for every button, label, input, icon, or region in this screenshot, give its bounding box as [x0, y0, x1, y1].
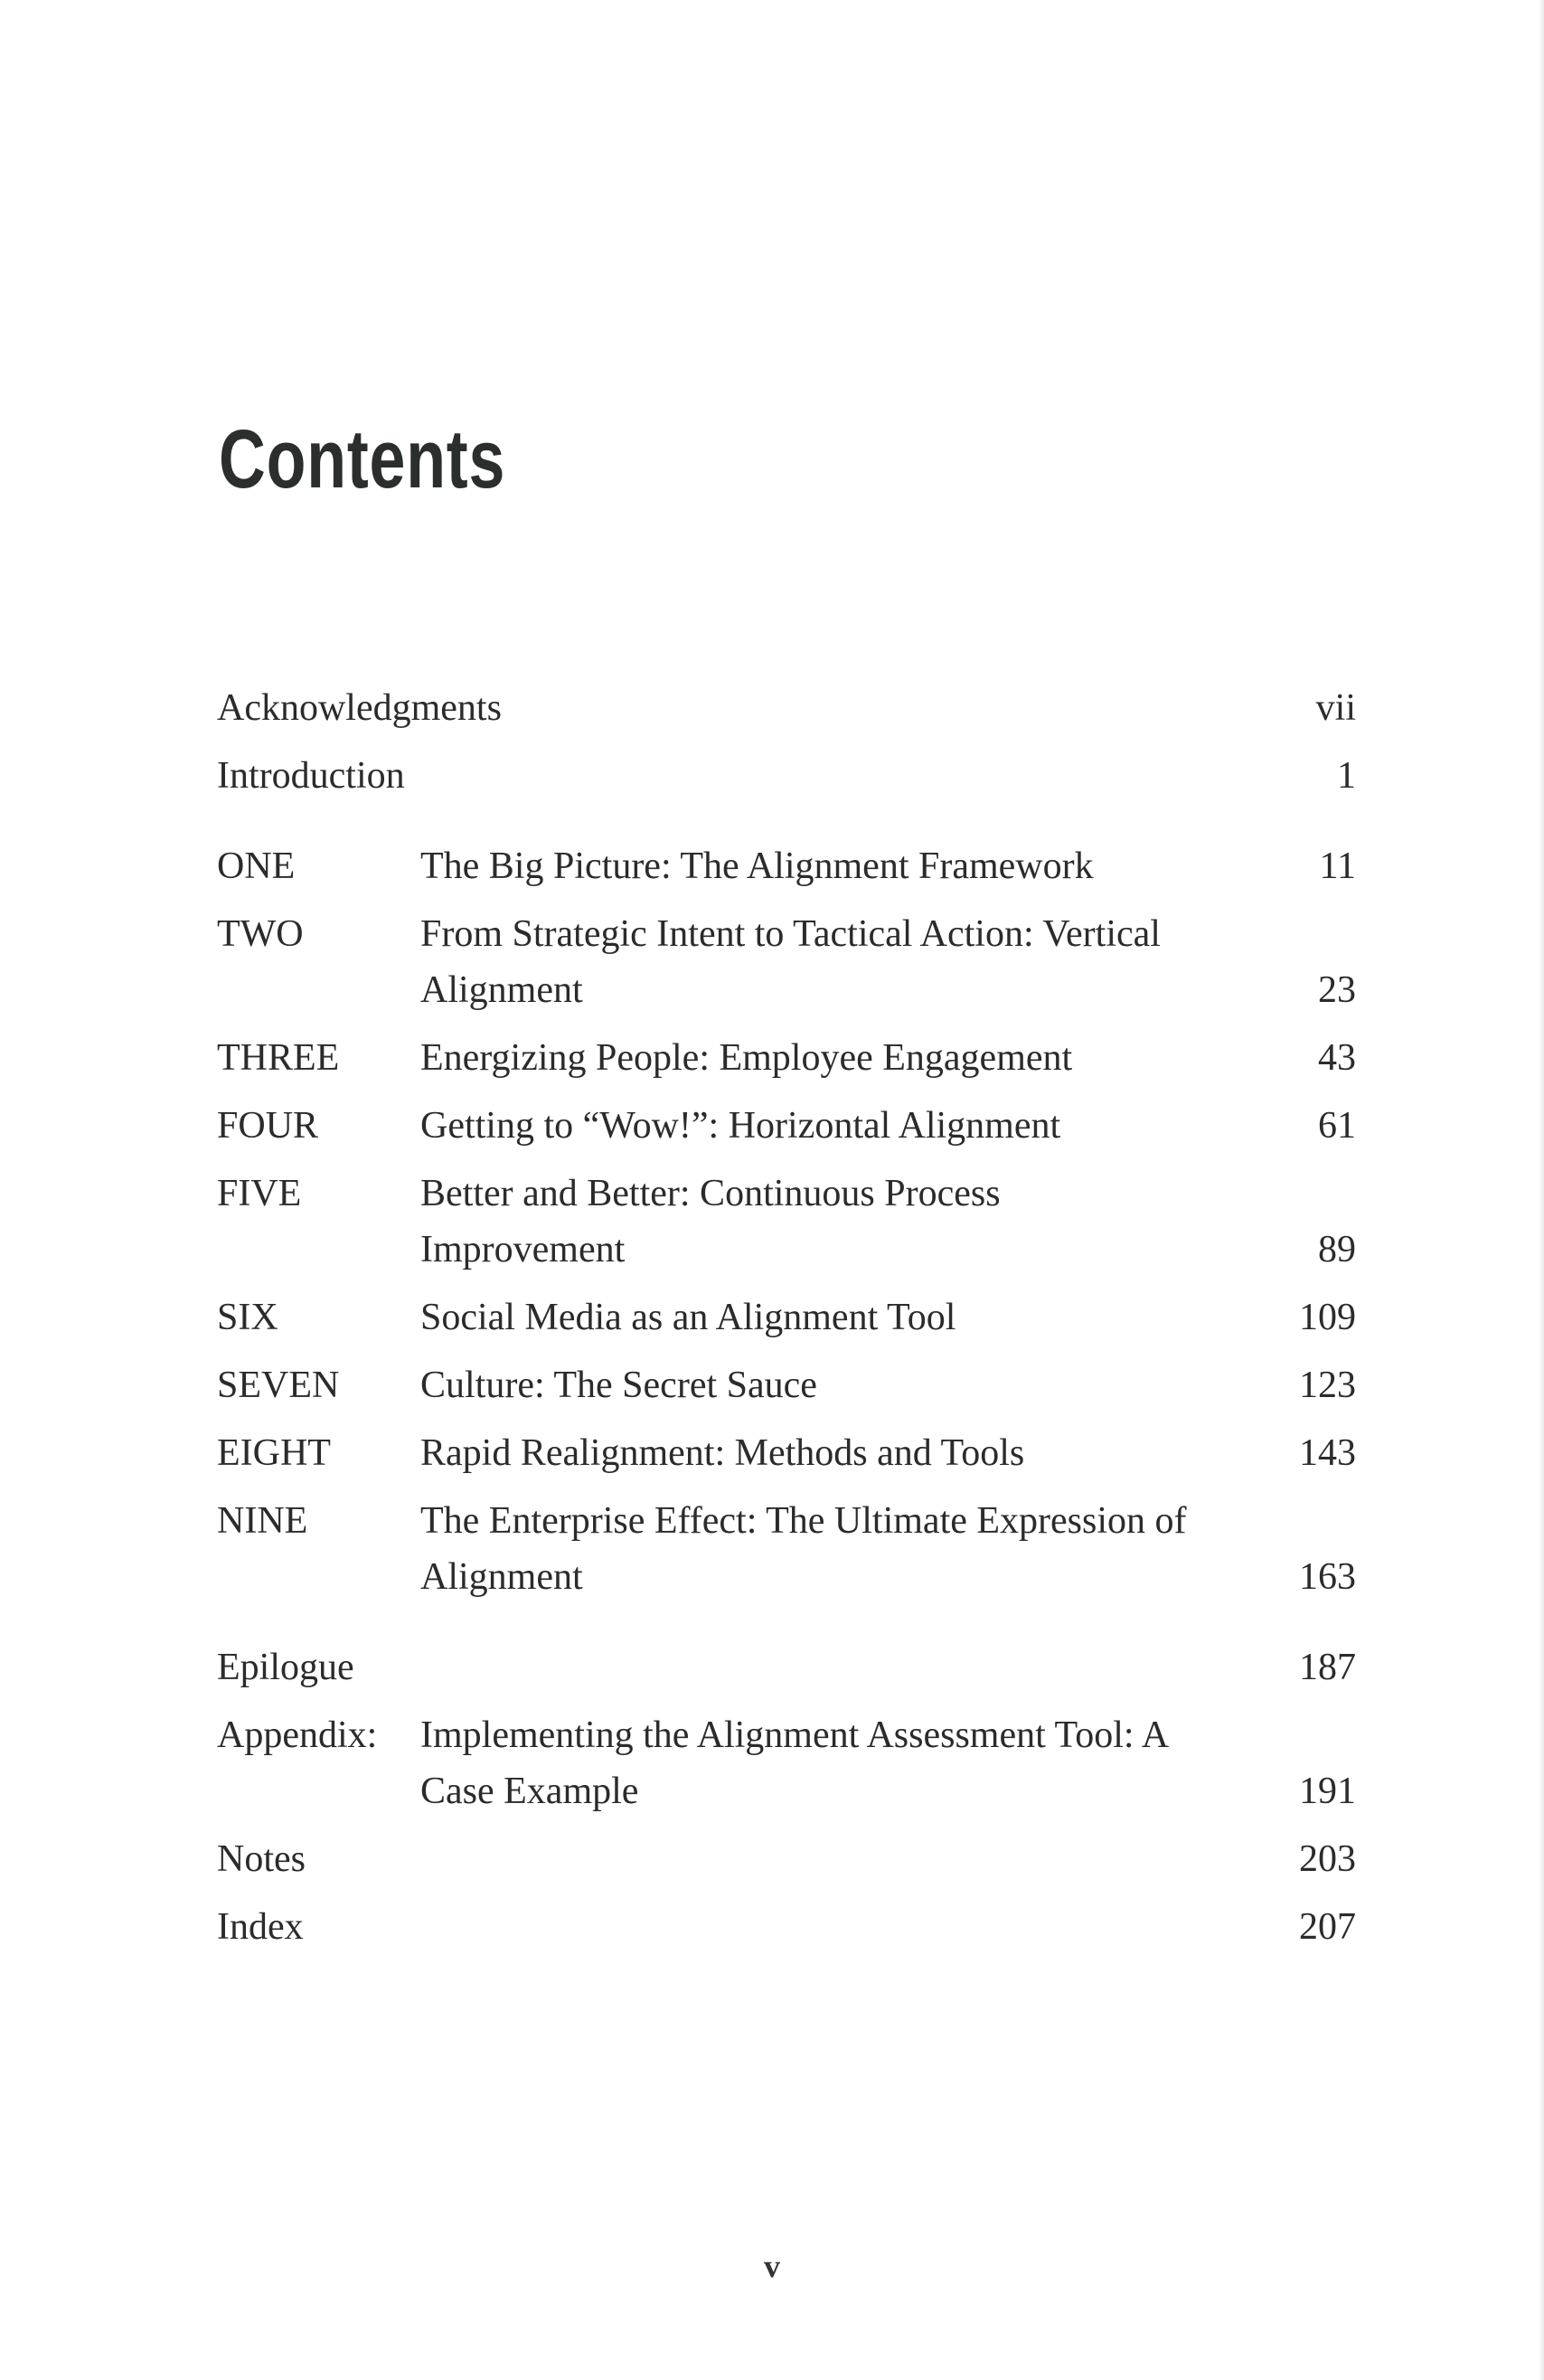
toc-entry-chapter-seven[interactable]	[217, 1357, 1356, 1413]
toc-entry-page: 123	[1299, 1365, 1356, 1406]
appendix-label: Appendix:	[217, 1714, 378, 1756]
toc-entry-title: Better and Better: Continuous Process Improvement	[420, 1173, 1001, 1270]
toc-entry-title: Acknowledgments	[217, 687, 502, 729]
toc-entry-page: 61	[1318, 1105, 1356, 1147]
toc-entry-introduction[interactable]	[217, 748, 1356, 804]
toc-entry-chapter-four[interactable]	[217, 1098, 1356, 1154]
chapter-label: NINE	[217, 1500, 308, 1542]
page-number: v	[764, 2248, 780, 2284]
toc-entry-title: Epilogue	[217, 1647, 354, 1688]
toc-entry-chapter-five[interactable]	[217, 1166, 1356, 1278]
toc-entry-appendix[interactable]	[217, 1707, 1356, 1819]
chapter-label: FIVE	[217, 1173, 302, 1214]
toc-entry-chapter-six[interactable]	[217, 1289, 1356, 1346]
toc-entry-title: The Enterprise Effect: The Ultimate Expression of Alignment	[420, 1500, 1187, 1598]
toc-entry-page: 143	[1299, 1432, 1356, 1474]
toc-entry-chapter-nine[interactable]	[217, 1493, 1356, 1605]
toc-entry-page: 109	[1299, 1297, 1356, 1338]
toc-entry-page: 191	[1299, 1771, 1356, 1812]
toc-entry-notes[interactable]	[217, 1831, 1356, 1887]
toc-entry-title: The Big Picture: The Alignment Framework	[420, 845, 1094, 887]
toc-entry-chapter-two[interactable]	[217, 906, 1356, 1018]
toc-entry-chapter-three[interactable]	[217, 1030, 1356, 1086]
page-edge-shadow	[1539, 0, 1544, 2380]
page-title: Contents	[219, 413, 506, 505]
toc-entry-title: Index	[217, 1906, 304, 1948]
chapter-label: ONE	[217, 845, 296, 887]
chapter-label: TWO	[217, 913, 304, 955]
toc-entry-page: 23	[1318, 969, 1356, 1011]
chapter-label: SIX	[217, 1297, 278, 1338]
toc-entry-title: Notes	[217, 1838, 306, 1880]
toc-entry-page: vii	[1315, 687, 1356, 729]
toc-entry-title: Energizing People: Employee Engagement	[420, 1037, 1073, 1079]
toc-entry-page: 163	[1299, 1556, 1356, 1598]
chapter-label: SEVEN	[217, 1365, 340, 1406]
chapter-label: FOUR	[217, 1105, 319, 1147]
toc-entry-title: Social Media as an Alignment Tool	[420, 1297, 956, 1338]
toc-entry-title: Culture: The Secret Sauce	[420, 1365, 817, 1406]
toc-entry-chapter-eight[interactable]	[217, 1425, 1356, 1481]
toc-entry-epilogue[interactable]	[217, 1639, 1356, 1695]
toc-entry-title: From Strategic Intent to Tactical Action: Vertical Alignment	[420, 913, 1161, 1011]
toc-entry-page: 1	[1337, 755, 1356, 797]
toc-entry-page: 207	[1299, 1906, 1356, 1948]
toc-entry-acknowledgments[interactable]	[217, 680, 1356, 736]
toc-entry-index[interactable]	[217, 1899, 1356, 1955]
toc-entry-title: Introduction	[217, 755, 405, 797]
toc-entry-page: 203	[1299, 1838, 1356, 1880]
table-of-contents	[217, 680, 1356, 1967]
toc-entry-page: 89	[1318, 1229, 1356, 1270]
toc-entry-title: Getting to “Wow!”: Horizontal Alignment	[420, 1105, 1061, 1147]
toc-entry-title: Rapid Realignment: Methods and Tools	[420, 1432, 1025, 1474]
toc-entry-page: 187	[1299, 1647, 1356, 1688]
toc-entry-chapter-one[interactable]	[217, 838, 1356, 894]
toc-entry-page: 43	[1318, 1037, 1356, 1079]
chapter-label: THREE	[217, 1037, 340, 1079]
toc-entry-page: 11	[1319, 845, 1356, 887]
toc-entry-title: Implementing the Alignment Assessment Tool: A Case Example	[420, 1714, 1167, 1812]
chapter-label: EIGHT	[217, 1432, 331, 1474]
